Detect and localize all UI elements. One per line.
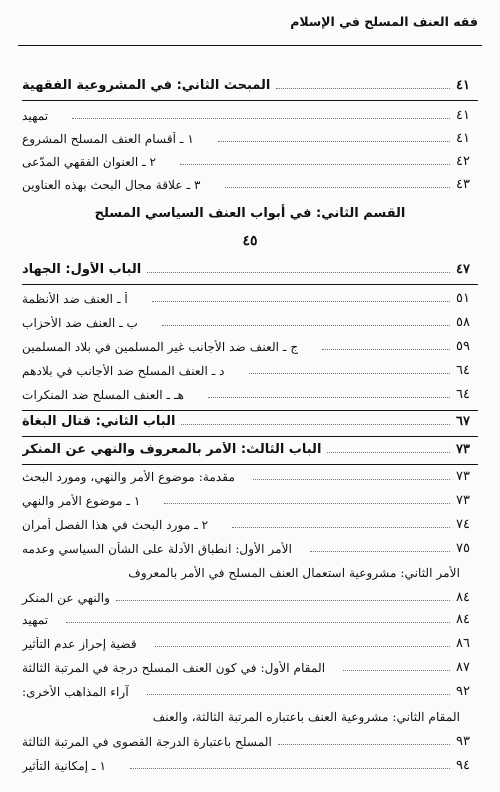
toc-entry[interactable] bbox=[22, 108, 478, 123]
toc-entry[interactable] bbox=[22, 660, 478, 675]
toc-entry[interactable] bbox=[22, 758, 478, 773]
toc-page-number: ٥١ bbox=[456, 291, 470, 306]
chapter-rule bbox=[22, 436, 478, 437]
toc-entry-title: ٣ ـ علاقة مجال البحث بهذه العناوين bbox=[22, 178, 201, 192]
dot-leader bbox=[181, 424, 450, 425]
toc-page-number: ٤١ bbox=[456, 78, 470, 93]
toc-entry-title-line2: المسلح باعتبارة الدرجة القصوى في المرتبة الثالثة bbox=[22, 735, 272, 749]
dot-leader bbox=[327, 452, 450, 453]
toc-entry[interactable] bbox=[22, 541, 478, 556]
toc-page-number: ٨٦ bbox=[456, 636, 470, 651]
dot-leader bbox=[225, 187, 450, 188]
toc-entry-title: تمهيد bbox=[22, 613, 49, 627]
toc-page-number: ٧٤ bbox=[456, 517, 470, 532]
toc-entry[interactable] bbox=[22, 291, 478, 306]
toc-page-number: ٩٢ bbox=[456, 684, 470, 699]
toc-entry-title-line1: المقام الثاني: مشروعية العنف باعتباره المرتبة الثالثة، والعنف bbox=[152, 710, 460, 724]
toc-entry-chapter[interactable] bbox=[22, 262, 478, 277]
toc-entry[interactable] bbox=[22, 684, 478, 699]
toc-page-number: ٩٤ bbox=[456, 758, 470, 773]
toc-entry-title: المقام الأول: في كون العنف المسلح درجة في المرتبة الثالثة bbox=[22, 661, 326, 675]
toc-entry-title: تمهيد bbox=[22, 109, 49, 123]
dot-leader bbox=[322, 349, 450, 350]
dot-leader bbox=[180, 164, 450, 165]
dot-leader bbox=[276, 88, 450, 89]
toc-page-number: ٤١ bbox=[456, 108, 470, 123]
toc-entry-multiline[interactable] bbox=[22, 566, 478, 610]
toc-entry-title: الباب الثاني: قتال البغاة bbox=[22, 414, 176, 429]
dot-leader bbox=[155, 646, 450, 647]
toc-page-number: ٨٤ bbox=[456, 612, 470, 627]
part-title[interactable]: القسم الثاني: في أبواب العنف السياسي المسلح bbox=[94, 206, 406, 221]
toc-entry-chapter[interactable] bbox=[22, 442, 478, 457]
dot-leader bbox=[232, 527, 450, 528]
toc-entry[interactable] bbox=[22, 636, 478, 651]
chapter-rule bbox=[22, 284, 478, 285]
dot-leader bbox=[116, 600, 450, 601]
toc-entry-title: ١ ـ أقسام العنف المسلح المشروع bbox=[22, 132, 194, 146]
toc-page-number: ٧٣ bbox=[456, 442, 470, 457]
section-rule bbox=[22, 100, 478, 101]
toc-entry-section[interactable] bbox=[22, 78, 478, 93]
toc-entry[interactable] bbox=[22, 315, 478, 330]
dot-leader bbox=[278, 744, 450, 745]
toc-page-number: ٨٧ bbox=[456, 660, 470, 675]
toc-entry-title-line1: الأمر الثاني: مشروعية استعمال العنف المسلح في الأمر بالمعروف bbox=[128, 566, 460, 580]
toc-entry[interactable] bbox=[22, 517, 478, 532]
dot-leader bbox=[164, 503, 450, 504]
toc-entry[interactable] bbox=[22, 339, 478, 354]
dot-leader bbox=[249, 373, 450, 374]
toc-entry-title: ١ ـ إمكانية التأثير bbox=[22, 759, 106, 773]
toc-entry-chapter[interactable] bbox=[22, 414, 478, 429]
toc-page-number: ٤٣ bbox=[456, 177, 470, 192]
toc-page-number: ٧٣ bbox=[456, 469, 470, 484]
toc-page-number: ٦٤ bbox=[456, 387, 470, 402]
dot-leader bbox=[147, 272, 450, 273]
dot-leader bbox=[310, 551, 450, 552]
toc-entry[interactable] bbox=[22, 131, 478, 146]
toc-page-number: ٥٩ bbox=[456, 339, 470, 354]
dot-leader bbox=[66, 622, 450, 623]
chapter-rule bbox=[22, 464, 478, 465]
toc-entry-title: ١ ـ موضوع الأمر والنهي bbox=[22, 494, 141, 508]
running-header: فقه العنف المسلح في الإسلام bbox=[290, 14, 478, 29]
toc-page-number: ٦٤ bbox=[456, 363, 470, 378]
toc-entry-title: الباب الأول: الجهاد bbox=[22, 262, 142, 277]
toc-entry-title: ب ـ العنف ضد الأحزاب bbox=[22, 316, 139, 330]
toc-entry[interactable] bbox=[22, 612, 478, 627]
toc-entry[interactable] bbox=[22, 469, 478, 484]
toc-entry[interactable] bbox=[22, 177, 478, 192]
toc-entry-title: هـ ـ العنف المسلح ضد المنكرات bbox=[22, 388, 185, 402]
toc-entry-title: الباب الثالث: الأمر بالمعروف والنهي عن المنكر bbox=[22, 442, 322, 457]
dot-leader bbox=[253, 479, 450, 480]
toc-entry-title-line2: والنهي عن المنكر bbox=[22, 591, 111, 605]
toc-page-number: ٥٨ bbox=[456, 315, 470, 330]
toc-entry-multiline[interactable] bbox=[22, 710, 478, 754]
toc-entry[interactable] bbox=[22, 154, 478, 169]
toc-entry-title: المبحث الثاني: في المشروعية الفقهية bbox=[22, 78, 271, 93]
toc-entry-title: ج ـ العنف ضد الأجانب غير المسلمين في بلاد المسلمين bbox=[22, 340, 299, 354]
toc-page-number: ٧٥ bbox=[456, 541, 470, 556]
toc-page-number: ٦٧ bbox=[456, 414, 470, 429]
toc-entry[interactable] bbox=[22, 387, 478, 402]
toc-entry-title: قضية إحراز عدم التأثير bbox=[22, 637, 137, 651]
dot-leader bbox=[72, 118, 450, 119]
toc-page-number: ٩٣ bbox=[456, 734, 470, 749]
toc-entry[interactable] bbox=[22, 493, 478, 508]
toc-page-number: ٤٢ bbox=[456, 154, 470, 169]
toc-entry-title: أ ـ العنف ضد الأنظمة bbox=[22, 292, 128, 306]
toc-entry-title: مقدمة: موضوع الأمر والنهي، ومورد البحث bbox=[22, 470, 235, 484]
dot-leader bbox=[162, 325, 450, 326]
toc-page-number: ٧٣ bbox=[456, 493, 470, 508]
dot-leader bbox=[152, 301, 450, 302]
toc-entry-title: الأمر الأول: انطباق الأدلة على الشأن السياسي وعدمه bbox=[22, 542, 292, 556]
toc-entry-title: آراء المذاهب الأخرى: bbox=[22, 685, 129, 699]
toc-page-number: ٤٧ bbox=[456, 262, 470, 277]
toc-entry[interactable] bbox=[22, 363, 478, 378]
dot-leader bbox=[208, 397, 450, 398]
part-page-number: ٤٥ bbox=[242, 233, 258, 249]
dot-leader bbox=[218, 141, 450, 142]
toc-entry-title: ٢ ـ مورد البحث في هذا الفصل أمران bbox=[22, 518, 209, 532]
dot-leader bbox=[130, 768, 450, 769]
toc-page-number: ٨٤ bbox=[456, 590, 470, 605]
dot-leader bbox=[147, 694, 450, 695]
toc-entry-title: د ـ العنف المسلح ضد الأجانب في بلادهم bbox=[22, 364, 225, 378]
toc-page-number: ٤١ bbox=[456, 131, 470, 146]
chapter-rule bbox=[22, 410, 478, 411]
toc-entry-title: ٢ ـ العنوان الفقهي المدّعى bbox=[22, 155, 157, 169]
dot-leader bbox=[343, 670, 450, 671]
